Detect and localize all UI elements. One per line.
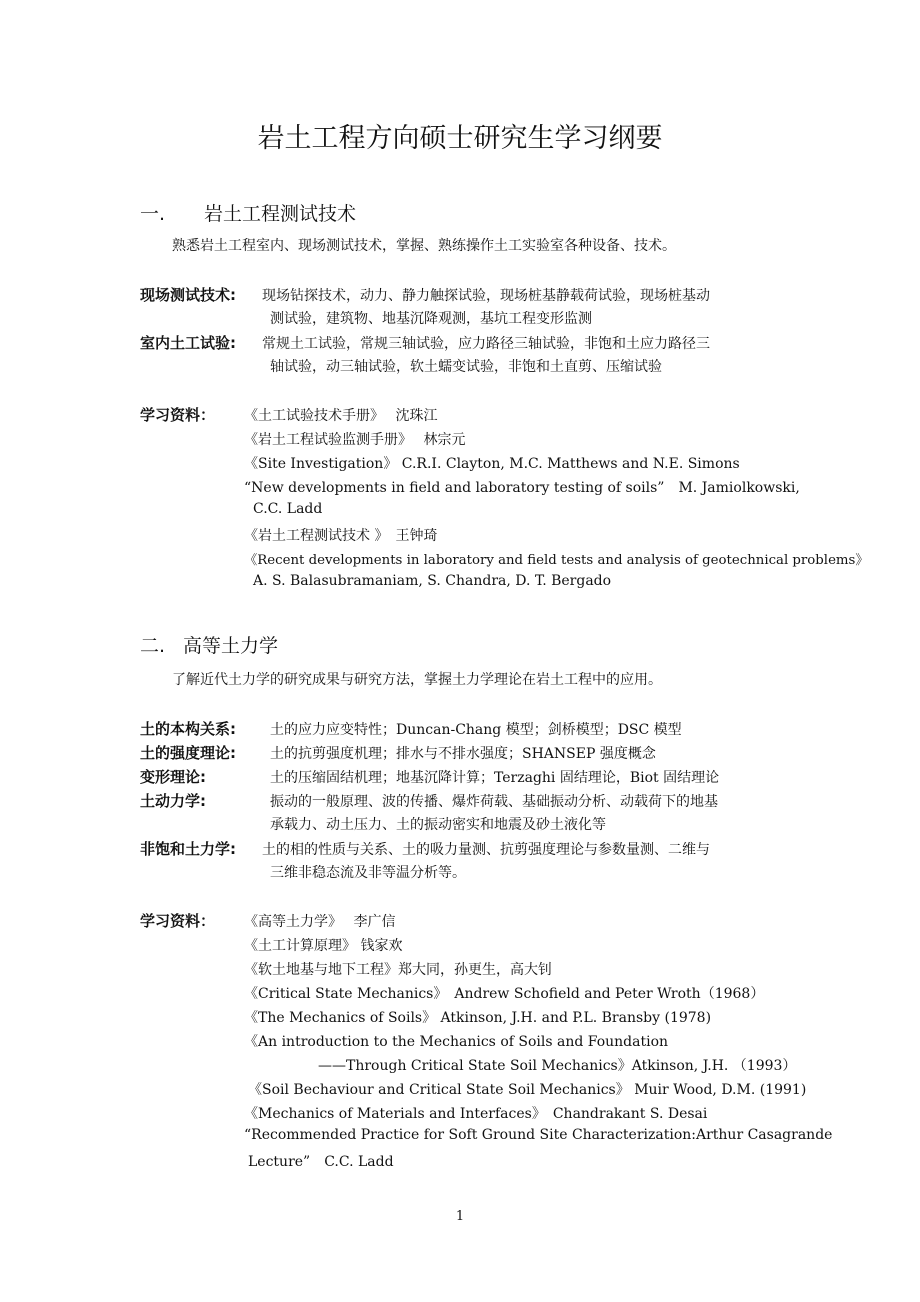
section1-intro: 熟悉岩土工程室内、现场测试技术，掌握、熟练操作土工实验室各种设备、技术。: [172, 238, 676, 254]
reference-item: Lecture” C.C. Ladd: [248, 1154, 394, 1170]
reference-item: 《Site Investigation》 C.R.I. Clayton, M.C. Matthews and N.E. Simons: [244, 456, 740, 472]
refs-label: 学习资料：: [140, 406, 216, 424]
item-text: 承载力、动土压力、土的振动密实和地震及砂土液化等: [270, 817, 606, 833]
page-title: 岩土工程方向硕士研究生学习纲要: [257, 123, 663, 154]
reference-item: 《土工计算原理》 钱家欢: [244, 938, 403, 954]
section2-heading: 高等土力学: [183, 635, 279, 657]
reference-item: ——Through Critical State Soil Mechanics》Atkinson, J.H. （1993）: [318, 1058, 797, 1074]
reference-item: “New developments in field and laboratory testing of soils” M. Jamiolkowski,: [244, 480, 800, 496]
item-text: 土的应力应变特性；Duncan-Chang 模型；剑桥模型；DSC 模型: [270, 722, 682, 738]
reference-item: A. S. Balasubramaniam, S. Chandra, D. T. Bergado: [253, 573, 612, 589]
item-text: 轴试验，动三轴试验，软土蠕变试验，非饱和土直剪、压缩试验: [270, 359, 662, 375]
section2-number: 二.: [140, 635, 166, 657]
reference-item: 《土工试验技术手册》 沈珠江: [244, 408, 438, 424]
reference-item: C.C. Ladd: [253, 501, 323, 517]
reference-item: 《岩土工程测试技术 》 王钟琦: [244, 528, 438, 544]
item-text: 土的相的性质与关系、土的吸力量测、抗剪强度理论与参数量测、二维与: [262, 842, 710, 858]
reference-item: 《Soil Bechaviour and Critical State Soil Mechanics》 Muir Wood, D.M. (1991): [248, 1082, 807, 1098]
item-text: 测试验，建筑物、地基沉降观测，基坑工程变形监测: [270, 311, 592, 327]
item-text: 现场钻探技术，动力、静力触探试验，现场桩基静载荷试验，现场桩基动: [262, 288, 710, 304]
reference-item: 《高等土力学》 李广信: [244, 914, 396, 930]
item-text: 土的抗剪强度机理；排水与不排水强度；SHANSEP 强度概念: [270, 746, 656, 762]
item-text: 土的压缩固结机理；地基沉降计算；Terzaghi 固结理论，Biot 固结理论: [270, 770, 720, 786]
item-text: 振动的一般原理、波的传播、爆炸荷载、基础振动分析、动载荷下的地基: [270, 794, 718, 810]
item-label: 室内土工试验:: [140, 334, 236, 352]
item-label: 土的强度理论:: [140, 744, 236, 762]
page-number: 1: [455, 1209, 465, 1224]
item-label: 变形理论:: [140, 768, 206, 786]
reference-item: “Recommended Practice for Soft Ground Site Characterization:Arthur Casagrande: [244, 1127, 833, 1143]
item-label: 非饱和土力学:: [140, 840, 236, 858]
reference-item: 《软土地基与地下工程》郑大同，孙更生，高大钊: [244, 962, 552, 978]
reference-item: 《The Mechanics of Soils》 Atkinson, J.H. and P.L. Bransby (1978): [244, 1010, 712, 1026]
section1-heading: 岩土工程测试技术: [204, 203, 357, 225]
reference-item: 《岩土工程试验监测手册》 林宗元: [244, 432, 466, 448]
reference-item: 《Recent developments in laboratory and field tests and analysis of geotechnical problems》: [244, 553, 869, 568]
reference-item: 《An introduction to the Mechanics of Soils and Foundation: [244, 1034, 669, 1050]
item-text: 常规土工试验，常规三轴试验，应力路径三轴试验，非饱和土应力路径三: [262, 336, 710, 352]
item-label: 土动力学:: [140, 792, 206, 810]
reference-item: 《Critical State Mechanics》 Andrew Schofield and Peter Wroth（1968）: [244, 986, 765, 1002]
item-text: 三维非稳态流及非等温分析等。: [270, 865, 466, 881]
section1-number: 一.: [140, 203, 166, 225]
item-label: 现场测试技术:: [140, 286, 236, 304]
section2-intro: 了解近代土力学的研究成果与研究方法，掌握土力学理论在岩土工程中的应用。: [172, 672, 662, 688]
reference-item: 《Mechanics of Materials and Interfaces》 Chandrakant S. Desai: [244, 1106, 708, 1122]
item-label: 土的本构关系:: [140, 720, 236, 738]
refs-label: 学习资料：: [140, 912, 216, 930]
